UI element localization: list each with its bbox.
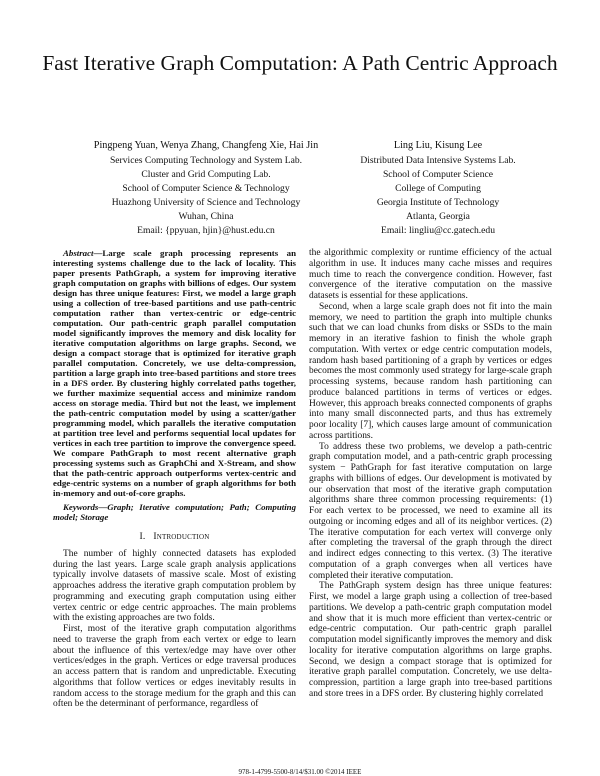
abstract-lead: Abstract xyxy=(63,248,94,258)
body-paragraph: First, most of the iterative graph computation algorithms need to traverse the graph from each vertex or edge to learn about the influence of this vertex/edge may have over other vertices/edges in the graph. Vertices or edge traversal produces an access pattern that is random and unpredictable. Executing algorithms that follow vertices or edges inevitably results in random access to the storage medium for the graph and this can often be the determinant of performance, regardless of xyxy=(53,624,296,710)
affiliation-line: Georgia Institute of Technology xyxy=(376,196,500,208)
author-names-left: Pingpeng Yuan, Wenya Zhang, Changfeng Xie, Hai Jin xyxy=(93,140,319,151)
author-block-right xyxy=(335,139,541,238)
abstract xyxy=(53,248,296,498)
abstract-text: —Large scale graph processing represents an interesting systems challenge due to the lack of locality. This paper presents PathGraph, a system for improving iterative graph computation on graphs with billions of edges. Our system design has three unique features: First, we model a large graph using a collection of tree-based partitions and use path-centric computation rather than vertex-centric or edge-centric computation. Our path-centric graph parallel computation model significantly improves the memory and disk locality for iterative computation algorithms on large graphs. Second, we design a compact storage that is optimized for iterative graph parallel computation. Concretely, we use delta-compression, partition a large graph into tree-based partitions and store trees in a DFS order. By clustering highly correlated paths together, we further maximize sequential access and minimize random access on storage media. Third but not the least, we implement the path-centric computation model by using a scatter/gather programming model, which parallels the iterative computation at partition tree level and performs sequential local updates for vertices in each tree partition to improve the convergence speed. We compare PathGraph to most recent alternative graph processing systems such as GraphChi and X-Stream, and show that the path-centric approach outperforms vertex-centric and edge-centric systems on a number of graph algorithms for both in-memory and out-of-core graphs. xyxy=(53,248,296,498)
affiliation-line: School of Computer Science xyxy=(382,168,494,180)
affiliation-line: Services Computing Technology and System Lab. xyxy=(109,154,303,166)
section-number: I. xyxy=(139,531,146,542)
author-email-left: Email: {ppyuan, hjin}@hust.edu.cn xyxy=(137,224,275,236)
copyright-footer: 978-1-4799-5500-8/14/$31.00 ©2014 IEEE xyxy=(238,768,362,776)
body-paragraph: Second, when a large scale graph does not fit into the main memory, we need to partition the graph into multiple chunks such that we can load chunks from disks or SSDs to the main memory in an iterative fashion to finish the whole graph computation. With vertex or edge centric computation models, random hash based partitioning of a graph by vertices or edges becomes the most commonly used strategy for large-scale graph processing systems, because random hash partitioning can produce balanced partitions in terms of vertices or edges. However, this approach breaks connected components of graphs into many small disconnected parts, and thus has extremely poor locality [7], which causes large amount of communication across partitions. xyxy=(309,301,552,441)
author-names-right: Ling Liu, Kisung Lee xyxy=(393,140,483,151)
affiliation-line: College of Computing xyxy=(395,182,481,194)
affiliation-line: Cluster and Grid Computing Lab. xyxy=(141,168,271,180)
body-paragraph: The number of highly connected datasets has exploded during the last years. Large scale graph analysis applications typically involve datasets of massive scale. Most of existing approaches address the iterative graph computation problem by programming and executing graph computation using either vertex centric or edge centric approaches. The main problems with the existing approaches are two folds. xyxy=(53,548,296,624)
body-paragraph: the algorithmic complexity or runtime efficiency of the actual algorithm in use. It induces many cache misses and requires much time to reach the convergence condition. However, fast convergence of the iterative computation on the massive datasets is essential for these applications. xyxy=(309,248,552,301)
body-paragraph: To address these two problems, we develop a path-centric graph computation model, and a path-centric graph processing system − PathGraph for fast iterative computation on large graphs with billions of edges. Our development is motivated by our observation that most of the iterative graph computation algorithms share three common processing requirements: (1) For each vertex to be processed, we need to examine all its outgoing or incoming edges and all of its neighbor vertices. (2) The iterative computation for each vertex will converge only after completing the traversal of the graph through the direct and indirect edges connecting to this vertex. (3) The iterative computation of a graph converges when all vertices have completed their iterative computation. xyxy=(309,441,552,581)
affiliation-line: Distributed Data Intensive Systems Lab. xyxy=(360,154,516,166)
paper-title: Fast Iterative Graph Computation: A Path Centric Approach xyxy=(42,51,558,75)
section-title: Introduction xyxy=(153,531,210,542)
affiliation-line: School of Computer Science & Technology xyxy=(122,182,290,194)
left-column xyxy=(53,248,296,710)
section-heading xyxy=(53,532,296,543)
body-paragraph: The PathGraph system design has three unique features: First, we model a large graph using a collection of tree-based partitions. We develop a path-centric graph computation model and show that it is much more efficient than vertex-centric or edge-centric computation. Our path-centric graph parallel computation model significantly improves the memory and disk locality for iterative computation algorithms on large graphs. Second, we design a compact storage that is optimized for iterative graph parallel computation. Concretely, we use delta-compression, partition a large graph into tree-based partitions and store trees in a DFS order. By clustering highly correlated xyxy=(309,581,552,699)
author-email-right: Email: lingliu@cc.gatech.edu xyxy=(380,224,496,236)
keywords: Keywords—Graph; Iterative computation; Path; Computing model; Storage xyxy=(53,502,296,522)
author-block-left xyxy=(70,139,342,238)
affiliation-line: Huazhong University of Science and Technology xyxy=(111,196,301,208)
affiliation-line: Wuhan, China xyxy=(178,210,234,222)
right-column xyxy=(309,248,552,700)
affiliation-line: Atlanta, Georgia xyxy=(406,210,470,222)
